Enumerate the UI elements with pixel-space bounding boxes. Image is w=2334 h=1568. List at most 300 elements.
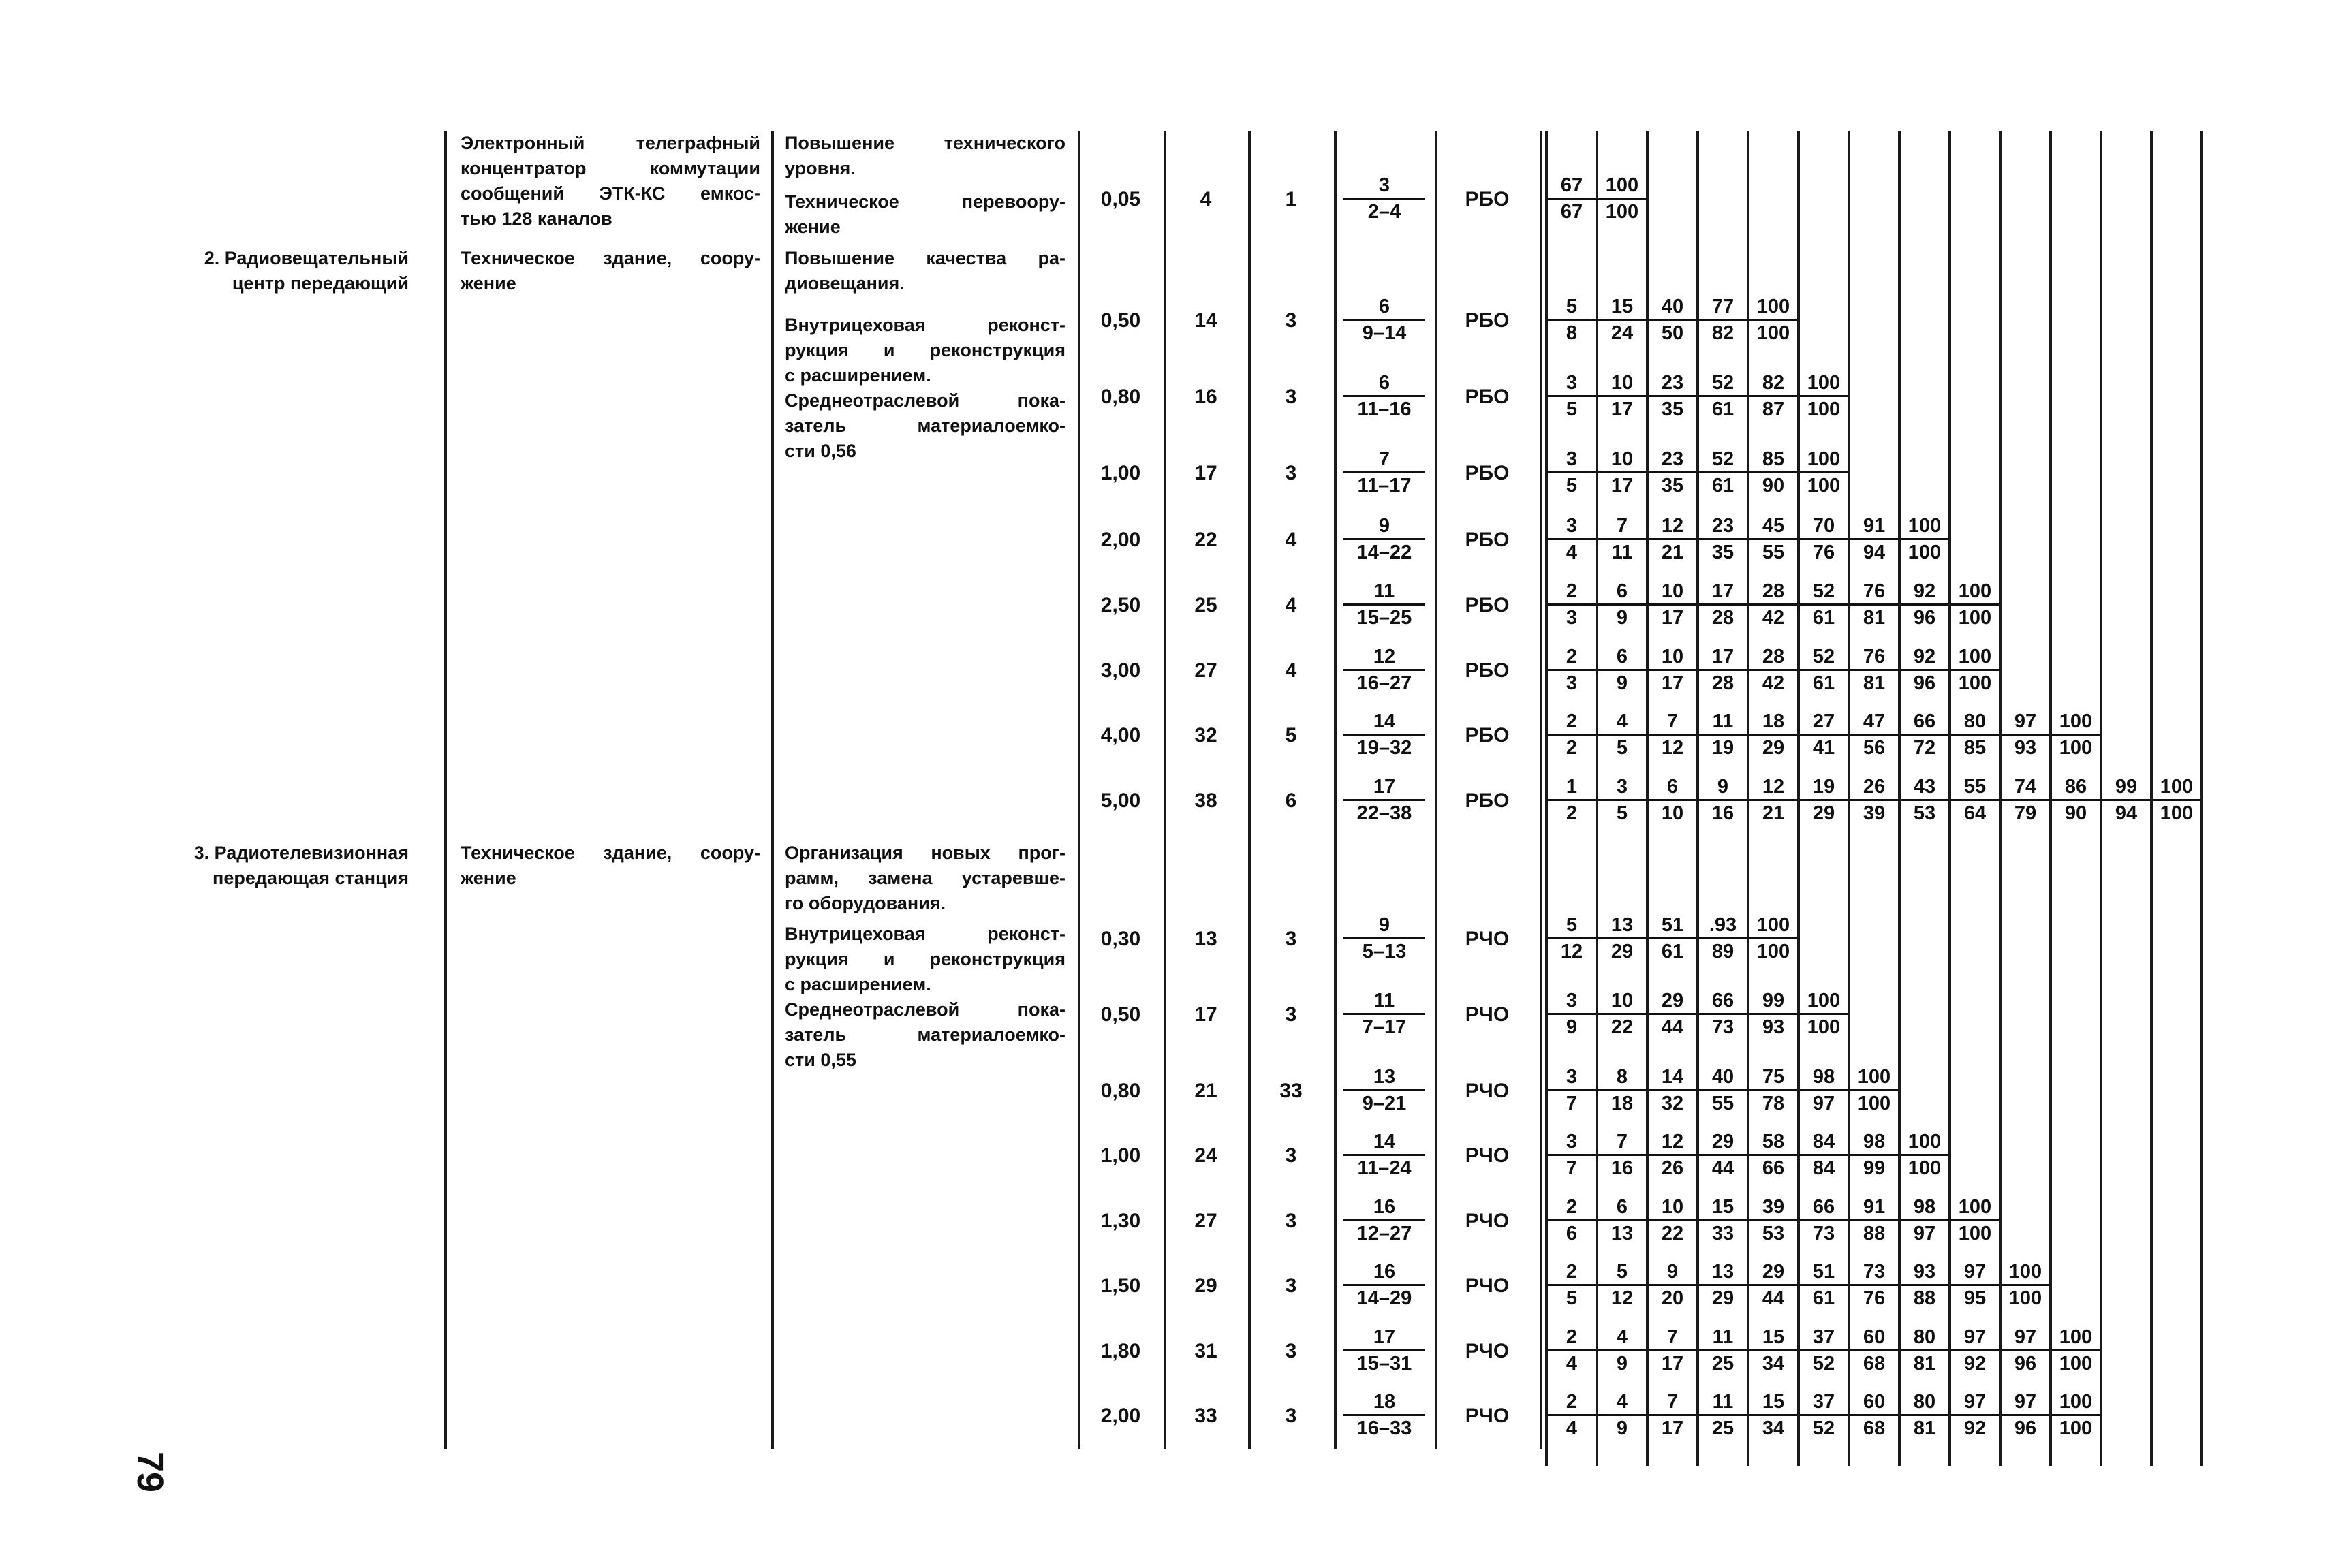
percent-fraction [1699, 988, 1747, 1039]
column-rule [1435, 131, 1437, 1449]
fraction-denominator: 17 [1661, 1417, 1684, 1439]
percent-fraction [1699, 371, 1747, 422]
fraction-numerator: 9 [1717, 776, 1729, 798]
fraction-denominator: 16–33 [1356, 1417, 1412, 1439]
section-object-line: Техническое здание, соору- [461, 248, 760, 268]
fraction-denominator: 12 [1611, 1287, 1634, 1309]
percent-fraction [1850, 1390, 1898, 1441]
fraction-numerator: 9 [1378, 914, 1390, 936]
org-cell: РБО [1465, 659, 1510, 682]
fraction-numerator: 100 [1958, 1196, 1992, 1218]
fraction-numerator: 86 [2064, 776, 2087, 798]
percent-fraction [1850, 1129, 1898, 1180]
fraction-numerator: 10 [1661, 646, 1684, 668]
fraction-denominator: 100 [1756, 322, 1790, 344]
fraction-numerator: 51 [1661, 914, 1684, 936]
percent-column-rule [1696, 131, 1699, 1466]
fraction-numerator: 11 [1373, 580, 1395, 602]
percent-fraction [1548, 644, 1596, 695]
percent-fraction [1901, 1390, 1948, 1441]
fraction-numerator: 1 [1566, 776, 1578, 798]
fraction-denominator: 5 [1566, 475, 1578, 497]
fraction-numerator: 23 [1711, 515, 1734, 537]
fraction-numerator: 92 [1913, 580, 1936, 602]
percent-fraction [1951, 644, 1999, 695]
section-3-title [102, 841, 409, 891]
fraction-denominator: 82 [1711, 322, 1734, 344]
fraction-numerator: 3 [1566, 515, 1578, 537]
fraction-numerator: 15 [1762, 1391, 1785, 1413]
months-cell: 3 [1285, 386, 1297, 408]
percent-fraction [1598, 447, 1646, 498]
percent-fraction [2052, 1390, 2100, 1441]
percent-column-rule [1948, 131, 1951, 1466]
fraction-denominator: 93 [1762, 1016, 1785, 1038]
percent-fraction [1548, 1259, 1596, 1311]
percent-fraction [1548, 579, 1596, 630]
column-rule [444, 131, 447, 1449]
column-rule [1334, 131, 1337, 1449]
fraction-denominator: 22 [1661, 1223, 1684, 1244]
section-desc-line: рукция и реконструкция [785, 340, 1065, 360]
fraction-numerator: 97 [1963, 1391, 1987, 1413]
fraction-denominator: 15–31 [1356, 1353, 1412, 1375]
duration-cell: 21 [1194, 1080, 1217, 1102]
fraction-denominator: 3 [1566, 607, 1578, 629]
fraction-numerator: 77 [1711, 296, 1734, 317]
fraction-numerator: 100 [1605, 174, 1639, 196]
duration-cell: 17 [1194, 1003, 1217, 1026]
fraction-numerator: 6 [1616, 1196, 1628, 1218]
percent-column-rule [1999, 131, 2002, 1466]
fraction-numerator: 60 [1863, 1391, 1886, 1413]
fraction-denominator: 73 [1711, 1016, 1734, 1038]
fraction-numerator: 58 [1762, 1131, 1785, 1153]
fraction-numerator: 100 [2059, 1391, 2093, 1413]
percent-fraction [1850, 514, 1898, 565]
fraction-numerator: 4 [1616, 710, 1628, 732]
fraction-numerator: 2 [1566, 1326, 1578, 1348]
fraction-numerator: 100 [1857, 1066, 1891, 1088]
fraction-denominator: 100 [2059, 1353, 2093, 1375]
percent-fraction [1649, 709, 1696, 760]
percent-fraction [2052, 1325, 2100, 1376]
fraction-denominator: 7 [1566, 1157, 1578, 1179]
fraction-denominator: 13 [1611, 1223, 1634, 1244]
fraction-denominator: 100 [2059, 737, 2093, 759]
percent-fraction [1598, 774, 1646, 826]
duration-cell: 24 [1194, 1144, 1217, 1167]
fraction-numerator: 9 [1378, 515, 1390, 537]
fraction-denominator: 5 [1616, 737, 1628, 759]
percent-fraction [1749, 579, 1797, 630]
fraction-denominator: 55 [1711, 1093, 1734, 1114]
fraction-numerator: 80 [1913, 1326, 1936, 1348]
fraction-numerator: 3 [1616, 776, 1628, 798]
fraction-denominator: 66 [1762, 1157, 1785, 1179]
fraction-denominator: 42 [1762, 607, 1785, 629]
fraction-denominator: 32 [1661, 1093, 1684, 1114]
percent-fraction [1901, 579, 1948, 630]
percent-column-rule [1646, 131, 1649, 1466]
percent-fraction [1649, 1325, 1696, 1376]
fraction-numerator: 5 [1616, 1261, 1628, 1283]
fraction-numerator: 8 [1616, 1066, 1628, 1088]
fraction-numerator: 13 [1611, 914, 1634, 936]
percent-fraction [1800, 1129, 1848, 1180]
schedule-fraction [1343, 1390, 1425, 1441]
schedule-fraction [1343, 173, 1425, 224]
percent-fraction [1749, 1259, 1797, 1311]
section-3-description [785, 841, 1065, 1073]
fraction-denominator: 9 [1616, 672, 1628, 694]
percent-fraction [1598, 1129, 1646, 1180]
percent-fraction [1699, 1195, 1747, 1246]
fraction-numerator: .93 [1709, 914, 1737, 936]
org-cell: РЧО [1465, 1144, 1510, 1167]
fraction-numerator: 98 [1863, 1131, 1886, 1153]
fraction-denominator: 76 [1863, 1287, 1886, 1309]
fraction-denominator: 92 [1963, 1353, 1987, 1375]
schedule-fraction [1343, 1065, 1425, 1116]
duration-cell: 27 [1194, 659, 1217, 682]
percent-fraction [1699, 1129, 1747, 1180]
percent-fraction [1749, 913, 1797, 964]
fraction-denominator: 96 [1913, 607, 1936, 629]
fraction-numerator: 27 [1812, 710, 1835, 732]
section-title-line: центр передающий [232, 273, 409, 294]
fraction-denominator: 100 [1605, 201, 1639, 223]
fraction-denominator: 35 [1661, 475, 1684, 497]
fraction-numerator: 85 [1762, 448, 1785, 470]
fraction-numerator: 66 [1711, 990, 1734, 1012]
percent-fraction [1699, 1065, 1747, 1116]
fraction-numerator: 6 [1616, 580, 1628, 602]
percent-fraction [1800, 988, 1848, 1039]
fraction-numerator: 6 [1378, 296, 1390, 317]
duration-cell: 29 [1194, 1274, 1217, 1297]
fraction-denominator: 9 [1616, 607, 1628, 629]
fraction-numerator: 18 [1373, 1391, 1396, 1413]
percent-column-rule [2200, 131, 2203, 1466]
percent-fraction [1699, 1259, 1747, 1311]
months-cell: 4 [1285, 594, 1297, 616]
fraction-numerator: 3 [1566, 1131, 1578, 1153]
org-cell: РБО [1465, 594, 1510, 616]
percent-fraction [1901, 1259, 1948, 1311]
fraction-denominator: 100 [2008, 1287, 2042, 1309]
percent-fraction [1598, 988, 1646, 1039]
fraction-denominator: 52 [1812, 1417, 1835, 1439]
percent-fraction [1598, 709, 1646, 760]
percent-fraction [1850, 1195, 1898, 1246]
fraction-denominator: 42 [1762, 672, 1785, 694]
fraction-numerator: 9 [1666, 1261, 1679, 1283]
duration-cell: 25 [1194, 594, 1217, 616]
fraction-numerator: 66 [1913, 710, 1936, 732]
percent-fraction [1901, 514, 1948, 565]
fraction-numerator: 39 [1762, 1196, 1785, 1218]
fraction-denominator: 9–21 [1362, 1093, 1407, 1114]
percent-fraction [2002, 709, 2049, 760]
fraction-denominator: 53 [1762, 1223, 1785, 1244]
fraction-numerator: 97 [2014, 710, 2037, 732]
fraction-denominator: 44 [1661, 1016, 1684, 1038]
fraction-numerator: 12 [1373, 646, 1396, 668]
fraction-numerator: 23 [1661, 448, 1684, 470]
percent-fraction [1598, 514, 1646, 565]
percent-fraction [1548, 1390, 1596, 1441]
continuation-purpose-line: уровня. [785, 158, 856, 178]
fraction-numerator: 40 [1661, 296, 1684, 317]
fraction-denominator: 100 [1807, 398, 1841, 420]
fraction-denominator: 100 [2160, 802, 2194, 824]
cost-cell: 5,00 [1100, 789, 1141, 812]
section-desc-line: с расширением. [785, 365, 931, 386]
fraction-numerator: 84 [1812, 1131, 1835, 1153]
months-cell: 3 [1285, 309, 1297, 332]
percent-column-rule [1898, 131, 1901, 1466]
percent-fraction [1800, 1390, 1848, 1441]
fraction-denominator: 29 [1611, 941, 1634, 962]
fraction-numerator: 91 [1863, 1196, 1886, 1218]
fraction-numerator: 92 [1913, 646, 1936, 668]
section-desc-line: Среднеотраслевой пока- [785, 999, 1065, 1020]
percent-fraction [1850, 1259, 1898, 1311]
percent-fraction [1850, 709, 1898, 760]
fraction-denominator: 72 [1913, 737, 1936, 759]
percent-fraction [1699, 774, 1747, 826]
fraction-denominator: 21 [1762, 802, 1785, 824]
percent-fraction [1800, 371, 1848, 422]
percent-fraction [1749, 709, 1797, 760]
percent-fraction [1749, 1195, 1797, 1246]
fraction-denominator: 24 [1611, 322, 1634, 344]
duration-cell: 32 [1194, 724, 1217, 747]
fraction-denominator: 16 [1711, 802, 1734, 824]
fraction-denominator: 2 [1566, 802, 1578, 824]
percent-fraction [1548, 1195, 1596, 1246]
fraction-denominator: 11 [1611, 542, 1633, 563]
cost-cell: 1,00 [1100, 1144, 1141, 1167]
fraction-denominator: 25 [1711, 1353, 1734, 1375]
continuation-purpose [785, 131, 1065, 240]
fraction-numerator: 2 [1566, 1391, 1578, 1413]
fraction-numerator: 80 [1913, 1391, 1936, 1413]
fraction-denominator: 89 [1711, 941, 1734, 962]
fraction-numerator: 5 [1566, 914, 1578, 936]
percent-fraction [1951, 1195, 1999, 1246]
fraction-denominator: 96 [2014, 1417, 2037, 1439]
cost-cell: 0,50 [1100, 309, 1141, 332]
fraction-numerator: 15 [1711, 1196, 1734, 1218]
fraction-numerator: 2 [1566, 646, 1578, 668]
section-desc-line: затель материалоемко- [785, 1024, 1065, 1045]
fraction-denominator: 35 [1661, 398, 1684, 420]
duration-cell: 16 [1194, 386, 1217, 408]
fraction-denominator: 9 [1616, 1353, 1628, 1375]
fraction-denominator: 87 [1762, 398, 1785, 420]
fraction-numerator: 47 [1863, 710, 1886, 732]
percent-fraction [2052, 709, 2100, 760]
duration-cell: 13 [1194, 928, 1217, 950]
fraction-numerator: 100 [1807, 448, 1841, 470]
percent-fraction [1699, 294, 1747, 345]
section-2-object [461, 246, 760, 296]
percent-fraction [1548, 1129, 1596, 1180]
duration-cell: 38 [1194, 789, 1217, 812]
continuation-type-line: жение [785, 217, 841, 237]
percent-fraction [1749, 294, 1797, 345]
percent-fraction [1749, 1325, 1797, 1376]
percent-fraction [1800, 1195, 1848, 1246]
cost-cell: 0,05 [1100, 188, 1141, 210]
percent-fraction [1649, 579, 1696, 630]
fraction-denominator: 17 [1661, 672, 1684, 694]
percent-fraction [1548, 371, 1596, 422]
percent-fraction [1749, 371, 1797, 422]
fraction-denominator: 35 [1711, 542, 1734, 563]
section-desc-line: Внутрицеховая реконст- [785, 315, 1065, 335]
schedule-fraction [1343, 294, 1425, 345]
fraction-numerator: 29 [1661, 990, 1684, 1012]
months-cell: 6 [1285, 789, 1297, 812]
fraction-numerator: 70 [1812, 515, 1835, 537]
column-rule [771, 131, 774, 1449]
fraction-denominator: 61 [1711, 398, 1734, 420]
fraction-denominator: 5–13 [1362, 941, 1407, 962]
fraction-numerator: 7 [1616, 1131, 1628, 1153]
fraction-numerator: 55 [1963, 776, 1987, 798]
section-object-line: жение [461, 868, 516, 888]
fraction-numerator: 97 [2014, 1391, 2037, 1413]
org-cell: РБО [1465, 386, 1510, 408]
fraction-denominator: 55 [1762, 542, 1785, 563]
fraction-numerator: 29 [1762, 1261, 1785, 1283]
section-desc-line: сти 0,55 [785, 1050, 856, 1070]
fraction-numerator: 11 [1373, 990, 1395, 1012]
fraction-numerator: 97 [1963, 1326, 1987, 1348]
fraction-denominator: 97 [1812, 1093, 1835, 1114]
fraction-numerator: 17 [1711, 580, 1734, 602]
fraction-denominator: 81 [1863, 672, 1886, 694]
percent-fraction [1800, 644, 1848, 695]
cost-cell: 2,50 [1100, 594, 1141, 616]
schedule-fraction [1343, 579, 1425, 630]
schedule-fraction [1343, 709, 1425, 760]
percent-fraction [1800, 709, 1848, 760]
org-cell: РЧО [1465, 1274, 1510, 1297]
fraction-numerator: 100 [1958, 580, 1992, 602]
fraction-denominator: 22 [1611, 1016, 1634, 1038]
fraction-numerator: 6 [1666, 776, 1679, 798]
fraction-numerator: 40 [1711, 1066, 1734, 1088]
percent-fraction [1649, 774, 1696, 826]
duration-cell: 27 [1194, 1210, 1217, 1232]
fraction-numerator: 7 [1378, 448, 1390, 470]
fraction-denominator: 88 [1913, 1287, 1936, 1309]
percent-fraction [2102, 774, 2150, 826]
cost-cell: 1,50 [1100, 1274, 1141, 1297]
percent-fraction [1548, 294, 1596, 345]
fraction-numerator: 100 [2008, 1261, 2042, 1283]
fraction-denominator: 100 [1857, 1093, 1891, 1114]
fraction-denominator: 15–25 [1356, 607, 1412, 629]
cost-cell: 1,30 [1100, 1210, 1141, 1232]
cost-cell: 0,80 [1100, 386, 1141, 408]
schedule-fraction [1343, 644, 1425, 695]
fraction-numerator: 13 [1373, 1066, 1396, 1088]
fraction-denominator: 14–22 [1356, 542, 1412, 563]
fraction-denominator: 22–38 [1356, 802, 1412, 824]
fraction-denominator: 94 [2115, 802, 2138, 824]
fraction-numerator: 7 [1666, 1391, 1679, 1413]
fraction-denominator: 29 [1711, 1287, 1734, 1309]
percent-fraction [1699, 1390, 1747, 1441]
percent-column-rule [2049, 131, 2052, 1466]
fraction-denominator: 100 [1908, 542, 1942, 563]
section-object-line: Техническое здание, соору- [461, 843, 760, 863]
fraction-denominator: 19 [1711, 737, 1734, 759]
continuation-purpose-line: Повышение технического [785, 133, 1065, 153]
percent-fraction [1548, 1065, 1596, 1116]
schedule-fraction [1343, 1325, 1425, 1376]
percent-fraction [1749, 1129, 1797, 1180]
fraction-numerator: 11 [1712, 1326, 1734, 1348]
months-cell: 3 [1285, 1210, 1297, 1232]
months-cell: 3 [1285, 462, 1297, 484]
months-cell: 33 [1279, 1080, 1303, 1102]
percent-fraction [2052, 774, 2100, 826]
fraction-denominator: 78 [1762, 1093, 1785, 1114]
fraction-numerator: 99 [1762, 990, 1785, 1012]
fraction-denominator: 3 [1566, 672, 1578, 694]
fraction-denominator: 17 [1661, 607, 1684, 629]
fraction-denominator: 81 [1913, 1417, 1936, 1439]
percent-fraction [1901, 774, 1948, 826]
org-cell: РБО [1465, 529, 1510, 551]
fraction-numerator: 52 [1812, 580, 1835, 602]
fraction-denominator: 99 [1863, 1157, 1886, 1179]
percent-column-rule [1848, 131, 1850, 1466]
percent-fraction [2002, 1390, 2049, 1441]
org-cell: РБО [1465, 188, 1510, 210]
percent-column-rule [2100, 131, 2102, 1466]
percent-fraction [1649, 294, 1696, 345]
fraction-numerator: 12 [1762, 776, 1785, 798]
fraction-numerator: 99 [2115, 776, 2138, 798]
fraction-denominator: 12–27 [1356, 1223, 1412, 1244]
percent-fraction [1649, 447, 1696, 498]
fraction-denominator: 84 [1812, 1157, 1835, 1179]
percent-fraction [1699, 1325, 1747, 1376]
percent-fraction [1699, 579, 1747, 630]
percent-fraction [1850, 774, 1898, 826]
fraction-denominator: 9 [1616, 1417, 1628, 1439]
fraction-numerator: 10 [1661, 580, 1684, 602]
section-desc-line: диовещания. [785, 273, 905, 294]
months-cell: 3 [1285, 928, 1297, 950]
fraction-denominator: 12 [1661, 737, 1684, 759]
fraction-numerator: 4 [1616, 1391, 1628, 1413]
percent-fraction [1649, 1390, 1696, 1441]
percent-fraction [1749, 988, 1797, 1039]
fraction-denominator: 8 [1566, 322, 1578, 344]
percent-fraction [1749, 644, 1797, 695]
fraction-denominator: 100 [1958, 672, 1992, 694]
schedule-fraction [1343, 1129, 1425, 1180]
duration-cell: 22 [1194, 529, 1217, 551]
